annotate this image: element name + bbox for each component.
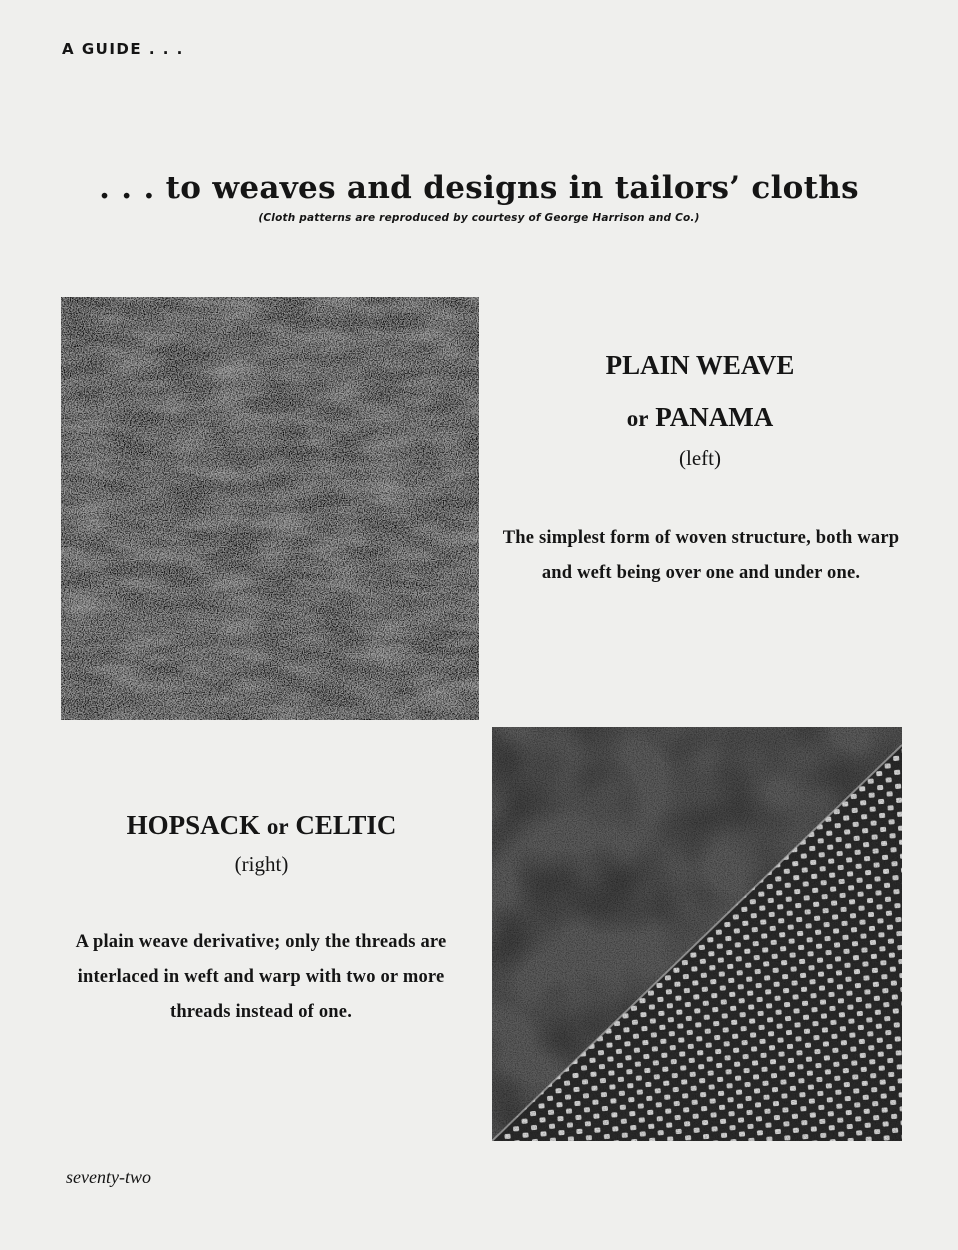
page-number: seventy-two (66, 1167, 151, 1187)
hopsack-heading-name1: HOPSACK (126, 810, 261, 840)
credit-line: (Cloth patterns are reproduced by courtesy of George Harrison and Co.) (258, 212, 700, 224)
plain-weave-heading-line2: PANAMA (655, 402, 774, 432)
hopsack-heading (70, 812, 453, 839)
hopsack-heading-or: or (266, 814, 289, 839)
hopsack-description: A plain weave derivative; only the threads are interlaced in weft and warp with two or more threads instead of one. (75, 932, 447, 1022)
plain-weave-heading-or: or (626, 406, 649, 431)
page-title: . . . to weaves and designs in tailors’ cloths (99, 170, 859, 206)
plain-weave-heading (540, 352, 860, 379)
hopsack-position: (right) (234, 852, 289, 876)
plain-weave-swatch-image (61, 297, 479, 720)
plain-weave-description: The simplest form of woven structure, both warp and weft being over one and under one. (502, 528, 900, 583)
plain-weave-heading-line1: PLAIN WEAVE (605, 350, 795, 380)
plain-weave-heading-second (540, 404, 860, 431)
hopsack-swatch-image (492, 727, 902, 1141)
hopsack-heading-name2: CELTIC (295, 810, 397, 840)
running-head: A GUIDE . . . (62, 40, 184, 58)
plain-weave-position: (left) (679, 446, 721, 470)
